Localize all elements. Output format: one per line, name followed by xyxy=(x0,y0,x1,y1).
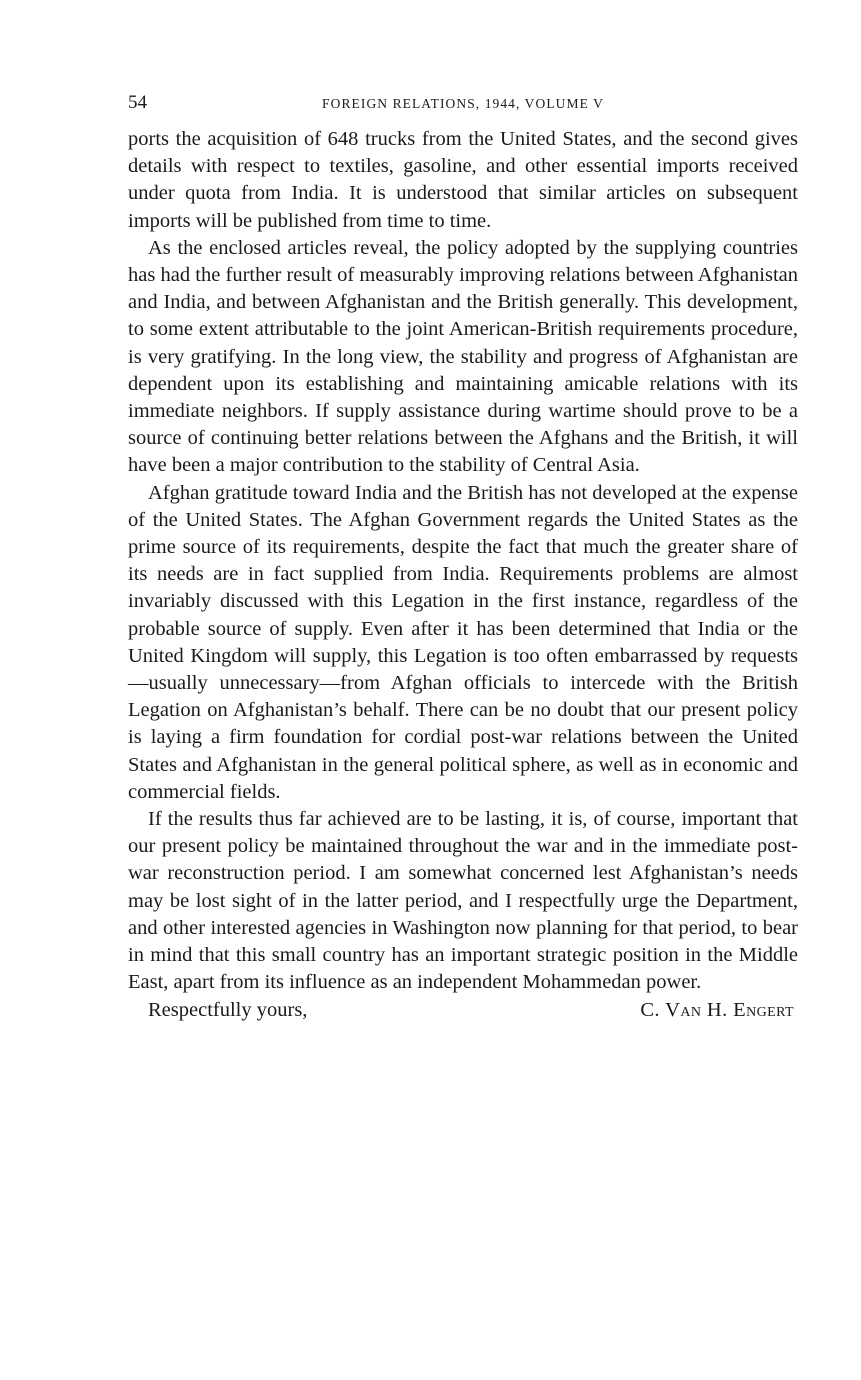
document-page xyxy=(128,84,798,1024)
page-number: 54 xyxy=(128,92,147,113)
paragraph: As the enclosed articles reveal, the policy adopted by the supplying countries has had the further result of measurably improving relations between Afghanistan and India, and between Afghanistan and the British generally. This development, to some extent attributable to the joint American-British requirements procedure, is very gratifying. In the long view, the stability and progress of Afghanistan are dependent upon its establishing and maintaining amicable relations with its immediate neighbors. If supply assistance during wartime should prove to be a source of continuing better relations between the Afghans and the British, it will have been a major contribution to the stability of Central Asia. xyxy=(128,236,798,477)
paragraph: Afghan gratitude toward India and the British has not developed at the expense of the United States. The Afghan Government regards the United States as the prime source of its requirements, despite the fact that much the greater share of its needs are in fact supplied from India. Requirements problems are almost invariably discussed with this Legation in the first instance, regardless of the probable source of supply. Even after it has been determined that India or the United Kingdom will supply, this Legation is too often embarrassed by requests—usually unnecessary—from Afghan officials to intercede with the British Legation on Afghanistan’s behalf. There can be no doubt that our present policy is laying a firm foundation for cordial post-war relations between the United States and Afghanistan in the general political sphere, as well as in economic and commercial fields. xyxy=(128,481,798,803)
running-head: FOREIGN RELATIONS, 1944, VOLUME V xyxy=(322,96,604,111)
page-header xyxy=(128,84,798,122)
paragraph: If the results thus far achieved are to be lasting, it is, of course, important that our present policy be maintained throughout the war and in the immediate post-war reconstruction period. I am somewhat concerned lest Afghanistan’s needs may be lost sight of in the latter period, and I respectfully urge the Department, and other interested agencies in Washington now planning for that period, to bear in mind that this small country has an important strategic position in the Middle East, apart from its influence as an independent Mohammedan power. xyxy=(128,808,798,994)
complimentary-close: Respectfully yours, xyxy=(148,998,308,1021)
letter-body xyxy=(128,126,798,997)
paragraph-continued: ports the acquisition of 648 trucks from the United States, and the second gives details with respect to textiles, gasoline, and other essential imports received under quota from India. It is understood that similar articles on subsequent imports will be published from time to time. xyxy=(128,128,798,232)
letter-closing xyxy=(128,997,798,1024)
signature: C. Van H. Engert xyxy=(640,998,794,1021)
